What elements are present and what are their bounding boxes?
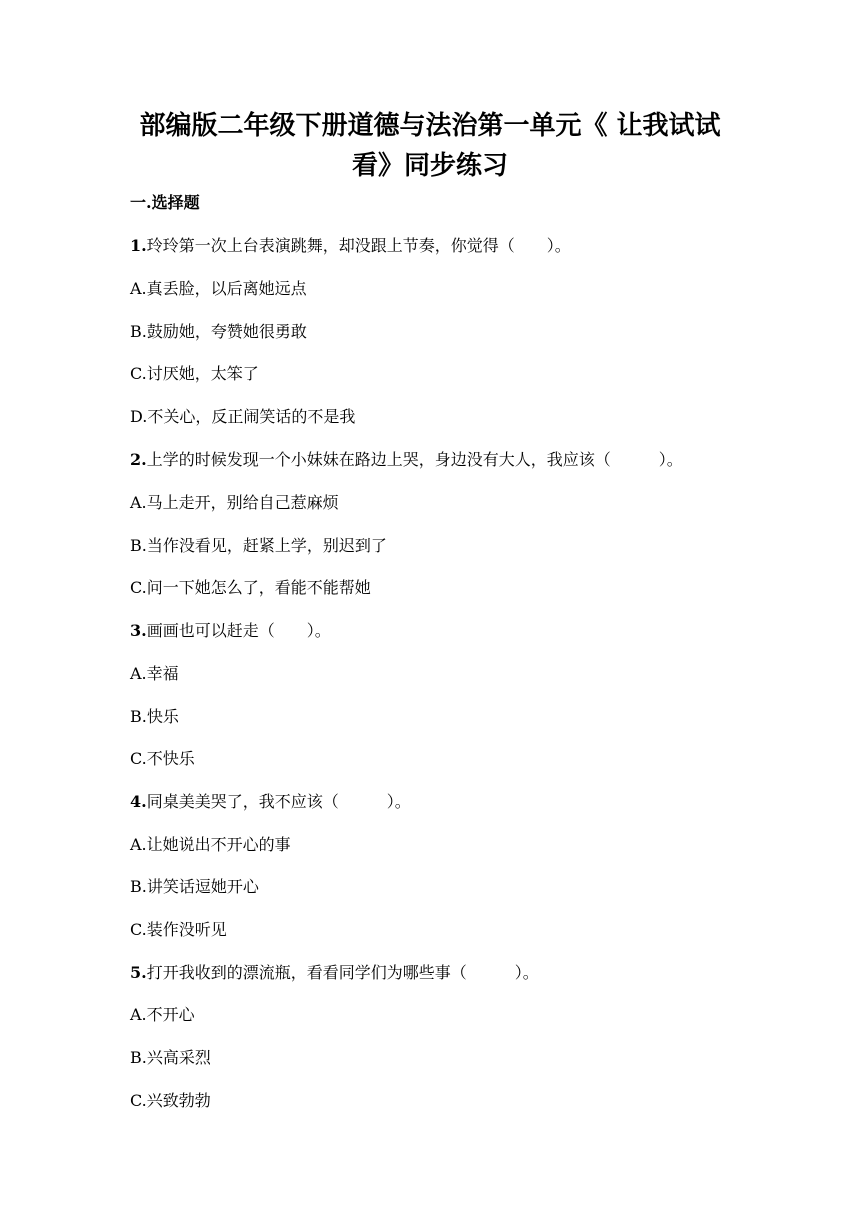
question-number: 3. [130, 621, 147, 640]
option-1c: C.讨厌她，太笨了 [130, 364, 259, 383]
question-text: 上学的时候发现一个小妹妹在路边上哭，身边没有大人，我应该（ ）。 [146, 450, 683, 469]
option-2a: A.马上走开，别给自己惹麻烦 [130, 493, 339, 512]
question-number: 5. [130, 963, 147, 982]
option-2c: C.问一下她怎么了，看能不能帮她 [130, 578, 371, 597]
option-3a: A.幸福 [130, 664, 179, 683]
document-title [110, 106, 750, 186]
option-3c: C.不快乐 [130, 749, 195, 768]
option-4b: B.讲笑话逗她开心 [130, 877, 259, 896]
option-5a: A.不开心 [130, 1005, 195, 1024]
section-heading: 一.选择题 [130, 193, 200, 212]
option-3b: B.快乐 [130, 707, 179, 726]
question-2 [130, 449, 683, 471]
question-text: 打开我收到的漂流瓶，看看同学们为哪些事（ ）。 [146, 963, 539, 982]
option-2b: B.当作没看见，赶紧上学，别迟到了 [130, 536, 387, 555]
title-line-1: 部编版二年级下册道德与法治第一单元《 让我试试 [139, 111, 721, 141]
option-1a: A.真丢脸，以后离她远点 [130, 279, 307, 298]
option-5b: B.兴高采烈 [130, 1048, 211, 1067]
question-1 [130, 235, 571, 257]
option-1d: D.不关心，反正闹笑话的不是我 [130, 407, 356, 426]
question-4 [130, 791, 411, 813]
question-text: 玲玲第一次上台表演跳舞，却没跟上节奏，你觉得（ ）。 [146, 236, 571, 255]
option-4c: C.装作没听见 [130, 920, 227, 939]
option-5c: C.兴致勃勃 [130, 1091, 211, 1110]
question-3 [130, 620, 331, 642]
title-line-2: 看》同步练习 [351, 151, 508, 181]
question-number: 2. [130, 450, 147, 469]
question-number: 4. [130, 792, 147, 811]
question-text: 画画也可以赶走（ ）。 [146, 621, 331, 640]
question-5 [130, 962, 539, 984]
option-1b: B.鼓励她，夸赞她很勇敢 [130, 322, 307, 341]
option-4a: A.让她说出不开心的事 [130, 835, 291, 854]
question-number: 1. [130, 236, 147, 255]
question-text: 同桌美美哭了，我不应该（ ）。 [146, 792, 411, 811]
